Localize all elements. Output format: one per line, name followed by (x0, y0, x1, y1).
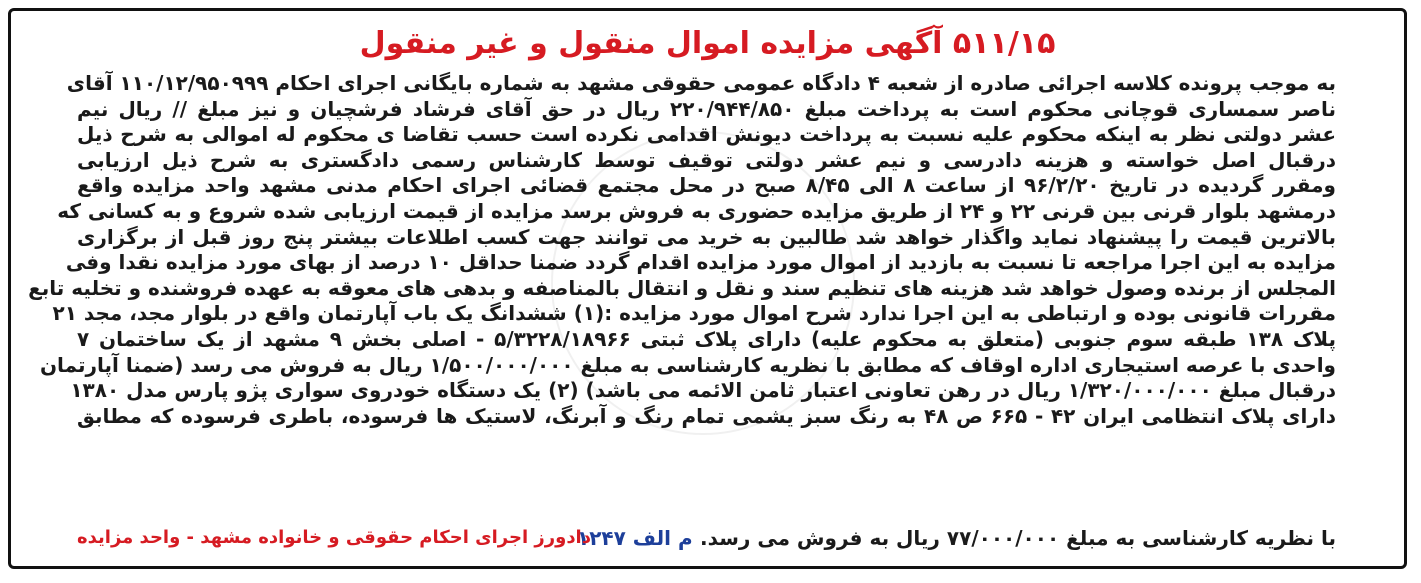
reference-number: م الف ۱۲۴۷ (577, 526, 693, 550)
body-line: به موجب پرونده کلاسه اجرائی صادره از شعبه ۴ دادگاه عمومی حقوقی مشهد به شماره بایگانی اجرای احکام ۱۱۰/۱۲/۹۵۰۹۹۹ آقای (66, 71, 1336, 95)
body-line: درقبال مبلغ ۱/۳۲۰/۰۰۰/۰۰۰ ریال در رهن تعاونی اعتبار ثامن الائمه می باشد) (۲) یک دستگاه خودروی سواری پژو پارس مدل ۱۳۸۰ (70, 378, 1336, 403)
body-line: مقررات قانونی بوده و ارتباطی به این اجرا ندارد شرح اموال مورد مزایده :(۱) ششدانگ یک باب آپارتمان واقع در بلوار مجد، مجد ۲۱ (52, 301, 1336, 326)
body-line: پلاک ۱۳۸ طبقه سوم جنوبی (متعلق به محکوم علیه) دارای پلاک ثبتی ۵/۳۲۲۸/۱۸۹۶۶ - اصلی بخش ۹ مشهد از یک ساختمان ۷ (77, 326, 1337, 351)
body-line: واحدی با عرصه استیجاری اداره اوقاف که مطابق با نظریه کارشناسی به مبلغ ۱/۵۰۰/۰۰۰/۰۰۰ ریال به فروش می رسد (ضمنا آپارتمان (39, 352, 1336, 377)
body-line: المجلس از برنده وصول خواهد شد هزینه های تنظیم سند و نقل و انتقال بالمناصفه و بدهی های معوقه به عهده فروشنده و تخلیه تابع (28, 275, 1336, 300)
notice-footer (77, 524, 1336, 554)
notice-title: ۵۱۱/۱۵ آگهی مزایده اموال منقول و غیر منقول (359, 26, 1056, 61)
body-line: بالاترین قیمت را پیشنهاد نماید واگذار خواهد شد طالبین به خرید می توانند جهت کسب اطلاعات بیشتر پنج روز قبل از برگزاری (77, 224, 1336, 249)
notice-body (28, 71, 1337, 429)
body-line: ومقرر گردیده در تاریخ ۹۶/۲/۲۰ از ساعت ۸ الی ۸/۴۵ صبح در محل مجتمع قضائی اجرای احکام مدنی مشهد واحد مزایده واقع (77, 173, 1336, 198)
body-line: ناصر سمساری قوچانی محکوم است به پرداخت مبلغ ۲۲۰/۹۴۴/۸۵۰ ریال در حق آقای فرشاد فرشچیان و نیز مبلغ // ریال نیم (77, 96, 1336, 121)
body-line: درمشهد بلوار قرنی بین قرنی ۲۲ و ۲۴ از طریق مزایده حضوری به فروش برسد مزایده از قیمت ارزیابی شده شروع و به کسانی که (57, 198, 1336, 223)
signature: دادورز اجرای احکام حقوقی و خانواده مشهد - واحد مزایده (77, 527, 591, 548)
body-line: دارای پلاک انتظامی ایران ۴۲ - ۶۶۵ ص ۴۸ به رنگ سبز یشمی تمام رنگ و آبرنگ، لاستیک ها فرسوده، باطری فرسوده که مطابق (77, 403, 1336, 428)
notice-frame (8, 8, 1407, 569)
body-line: درقبال اصل خواسته و هزینه دادرسی و نیم عشر دولتی توقیف توسط کارشناس رسمی دادگستری به شرح ذیل ارزیابی (77, 147, 1336, 172)
body-last-line: با نظریه کارشناسی به مبلغ ۷۷/۰۰۰/۰۰۰ ریال به فروش می رسد. (700, 526, 1336, 550)
body-line: عشر دولتی نظر به اینکه محکوم علیه نسبت به پرداخت دیونش اقدامی نکرده است حسب تقاضا ی محکوم له اموالی به شرح ذیل (77, 122, 1336, 147)
body-line: مزایده به این اجرا مراجعه تا نسبت به بازدید از اموال مورد مزایده اقدام گردد ضمنا حداقل ۱۰ درصد از بهای مورد مزایده نقدا وفی (65, 250, 1336, 275)
